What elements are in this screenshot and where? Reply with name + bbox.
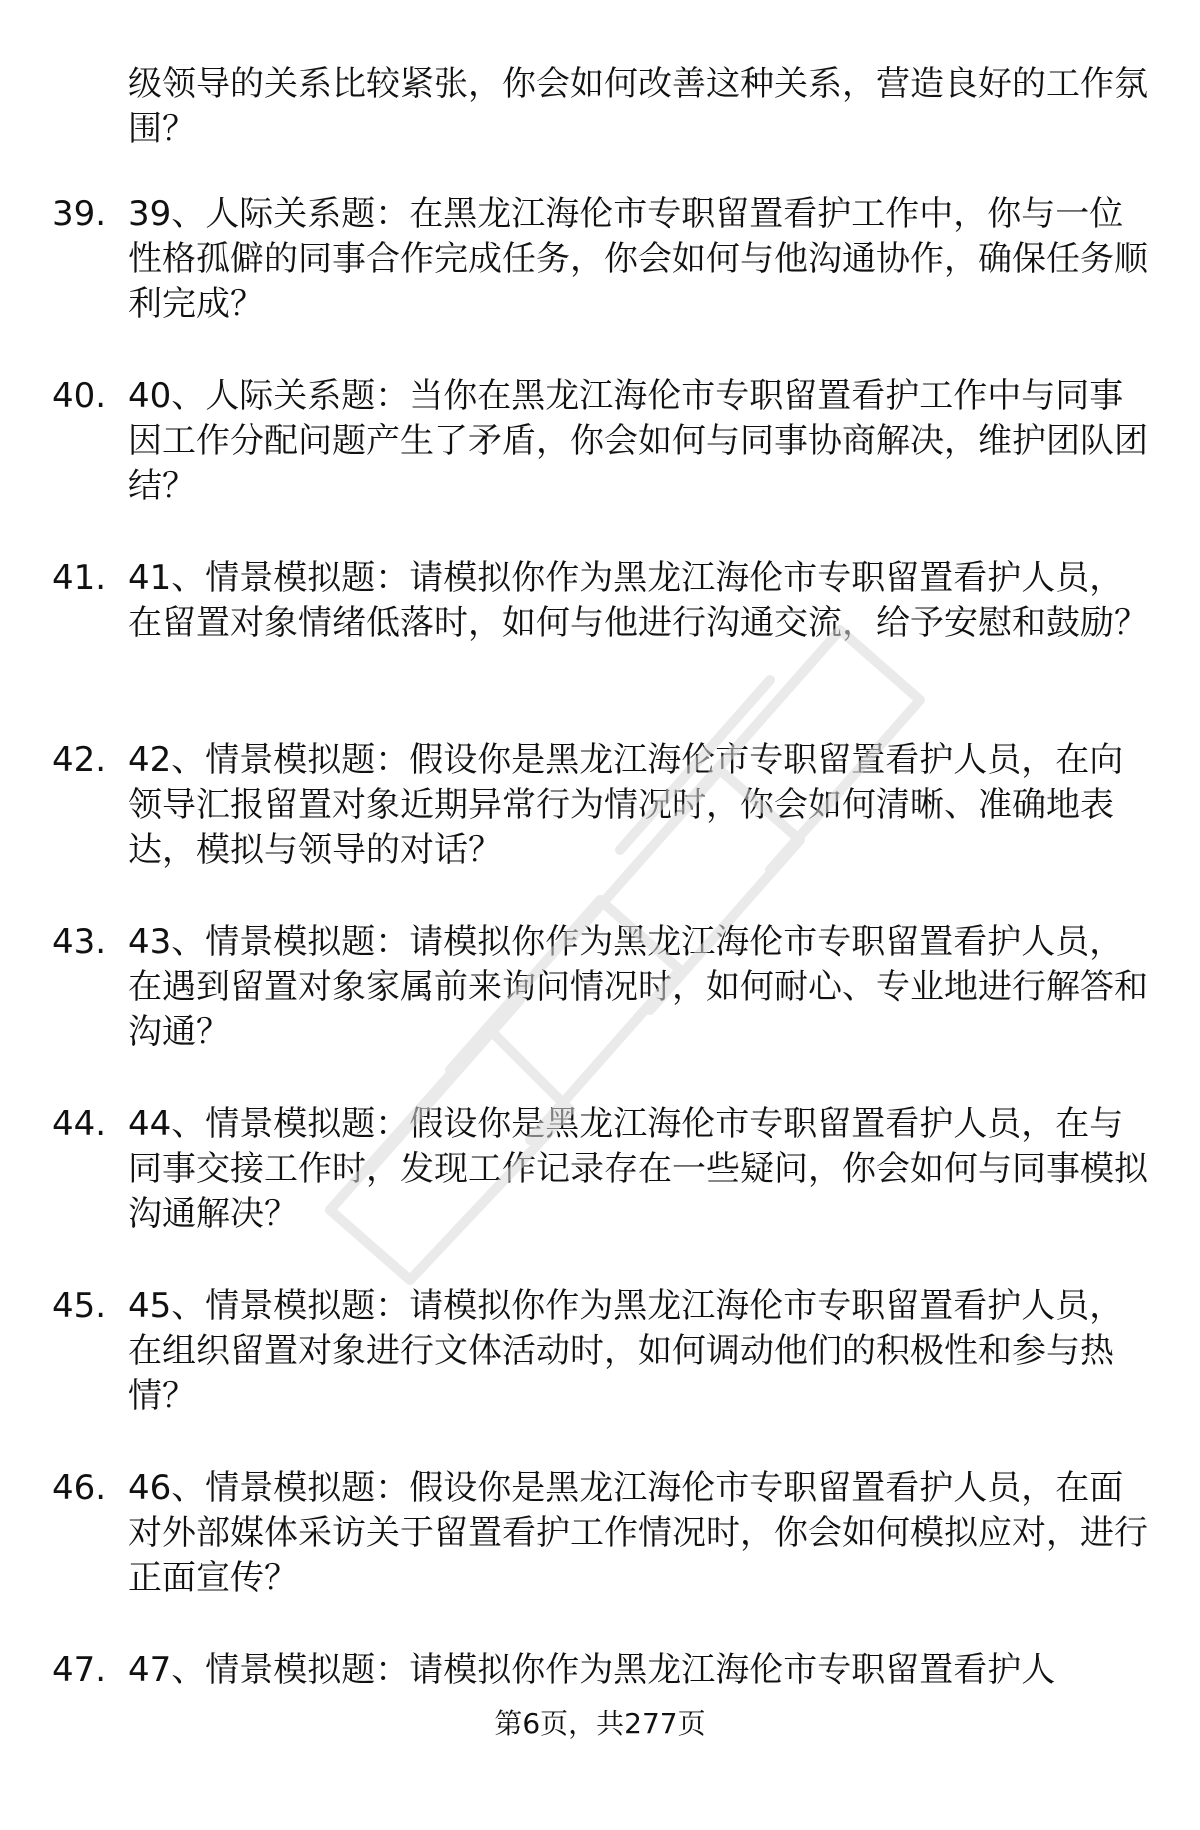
question-text: 47、情景模拟题：请模拟你作为黑龙江海伦市专职留置看护人 bbox=[128, 1650, 1056, 1690]
question-text: 46、情景模拟题：假设你是黑龙江海伦市专职留置看护人员，在面对外部媒体采访关于留置看护工作情况时，你会如何模拟应对，进行正面宣传？ bbox=[128, 1468, 1148, 1598]
question-text: 41、情景模拟题：请模拟你作为黑龙江海伦市专职留置看护人员，在留置对象情绪低落时，如何与他进行沟通交流，给予安慰和鼓励？ bbox=[128, 558, 1148, 643]
question-text: 40、人际关系题：当你在黑龙江海伦市专职留置看护工作中与同事因工作分配问题产生了矛盾，你会如何与同事协商解决，维护团队团结？ bbox=[128, 376, 1148, 506]
question-number: 39. bbox=[52, 194, 107, 234]
list-item bbox=[0, 738, 1200, 920]
list-item bbox=[0, 556, 1200, 738]
list-item bbox=[0, 192, 1200, 374]
list-item bbox=[0, 1102, 1200, 1284]
question-number: 43. bbox=[52, 922, 107, 962]
question-list bbox=[0, 192, 1200, 1830]
question-text: 44、情景模拟题：假设你是黑龙江海伦市专职留置看护人员，在与同事交接工作时，发现工作记录存在一些疑问，你会如何与同事模拟沟通解决？ bbox=[128, 1104, 1148, 1234]
question-number: 46. bbox=[52, 1468, 107, 1508]
list-item bbox=[0, 374, 1200, 556]
question-number: 42. bbox=[52, 740, 107, 780]
page-footer: 第6页，共277页 bbox=[494, 1707, 706, 1740]
list-item bbox=[0, 1466, 1200, 1648]
question-number: 41. bbox=[52, 558, 107, 598]
question-number: 45. bbox=[52, 1286, 107, 1326]
question-text: 42、情景模拟题：假设你是黑龙江海伦市专职留置看护人员，在向领导汇报留置对象近期异常行为情况时，你会如何清晰、准确地表达，模拟与领导的对话？ bbox=[128, 740, 1124, 870]
question-text: 43、情景模拟题：请模拟你作为黑龙江海伦市专职留置看护人员，在遇到留置对象家属前来询问情况时，如何耐心、专业地进行解答和沟通？ bbox=[128, 922, 1148, 1052]
question-number: 40. bbox=[52, 376, 107, 416]
list-item bbox=[0, 1284, 1200, 1466]
question-text: 45、情景模拟题：请模拟你作为黑龙江海伦市专职留置看护人员，在组织留置对象进行文体活动时，如何调动他们的积极性和参与热情？ bbox=[128, 1286, 1124, 1416]
question-number: 47. bbox=[52, 1650, 107, 1690]
question-text: 39、人际关系题：在黑龙江海伦市专职留置看护工作中，你与一位性格孤僻的同事合作完成任务，你会如何与他沟通协作，确保任务顺利完成？ bbox=[128, 194, 1148, 324]
list-item bbox=[0, 920, 1200, 1102]
question-continuation-text: 级领导的关系比较紧张，你会如何改善这种关系，营造良好的工作氛围？ bbox=[128, 64, 1148, 149]
question-number: 44. bbox=[52, 1104, 107, 1144]
